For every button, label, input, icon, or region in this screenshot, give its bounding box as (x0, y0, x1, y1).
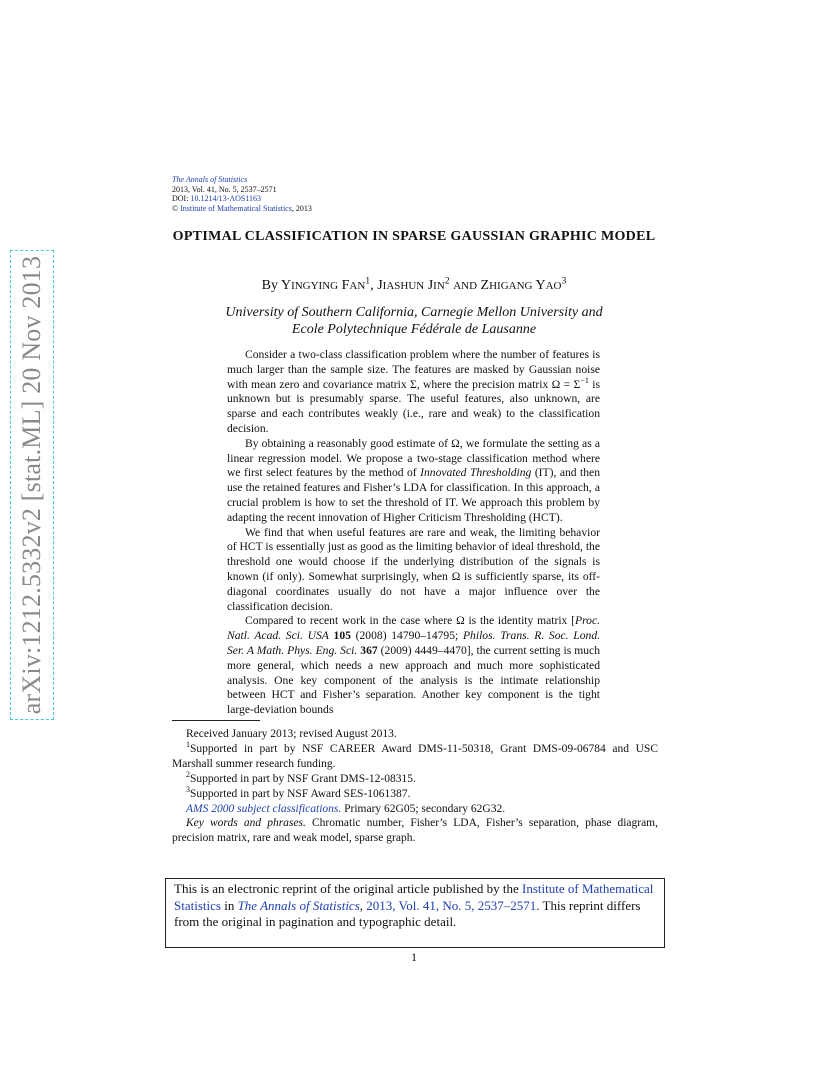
affiliation-line-1: University of Southern California, Carnegie Mellon University and (225, 305, 603, 320)
received-dates: Received January 2013; revised August 2013. (186, 728, 397, 740)
arxiv-stamp (10, 250, 54, 720)
ams-classification: AMS 2000 subject classifications. Primary 62G05; secondary 62G32. (186, 802, 506, 815)
arxiv-identifier: arXiv:1212.5332v2 [stat.ML] 20 Nov 2013 (17, 255, 47, 715)
page-number: 1 (411, 950, 417, 964)
abstract-paragraph-2: By obtaining a reasonably good estimate of Ω, we formulate the setting as a linear regression model. We propose a two-stage classification method where we first select features by the method of Innovated Thresholding (IT), and then use the retained features and Fisher’s LDA for classification. In this approach, a crucial problem is how to set the threshold of IT. We approach this problem by adapting the recent innovation of Higher Criticism Thresholding (HCT). (227, 436, 600, 524)
affiliations (150, 304, 678, 338)
doi-label: DOI: (172, 194, 189, 203)
paper-title: OPTIMAL CLASSIFICATION IN SPARSE GAUSSIAN GRAPHIC MODEL (172, 229, 656, 244)
author-fan: YINGYING FAN$^1$ (280, 275, 371, 293)
ims-reprint-link[interactable]: Institute of Mathematical Statistics (174, 881, 654, 913)
footnote-rule (172, 720, 260, 721)
abstract (227, 348, 600, 718)
annals-link[interactable]: The Annals of Statistics (237, 897, 360, 913)
keywords: Key words and phrases. Chromatic number, Fisher’s LDA, Fisher’s separation, phase diagram, precision matrix, rare and weak model, sparse graph. (172, 817, 658, 845)
affiliation-line-2: Ecole Polytechnique Fédérale de Lausanne (291, 322, 537, 337)
abstract-paragraph-3: We find that when useful features are rare and weak, the limiting behavior of HCT is essentially just as good as the limiting behavior of ideal threshold, the threshold one would choose if the underlying distribution of the signals is known (if only). Somewhat surprisingly, when Ω is sufficiently sparse, its off-diagonal coordinates usually do not have a major influence over the classification decision. (227, 525, 600, 613)
ams-link[interactable]: AMS 2000 subject classifications. (186, 802, 342, 815)
copyright-symbol: © (172, 203, 179, 213)
doi-line (172, 194, 261, 204)
reprint-notice: This is an electronic reprint of the original article published by the Institute of Mathematical Statistics in The Annals of Statistics, 2013, Vol. 41, No. 5, 2537–2571. This reprint differs from the original in pagination and typographic detail. (165, 878, 665, 948)
volume-link[interactable]: 2013, Vol. 41, No. 5, 2537–2571 (366, 897, 537, 913)
footnote-2: $^2$Supported in part by NSF Grant DMS-12-08315. (186, 769, 416, 785)
author-line: By YINGYING FAN$^1$, JIASHUN JIN$^2$ AND ZHIGANG YAO$^3$ (261, 275, 567, 293)
abstract-paragraph-1: Consider a two-class classification problem where the number of features is much larger than the sample size. The features are masked by Gaussian noise with mean zero and covariance matrix Σ, where the precision matrix $\Omega = \Sigma^{-1}$ is unknown but is presumably sparse. The useful features, also unknown, are sparse and each contributes weakly (i.e., rare and weak) to the classification decision. (227, 348, 600, 435)
volume-info: 2013, Vol. 41, No. 5, 2537–2571 (172, 184, 277, 194)
doi-link[interactable]: 10.1214/13-AOS1163 (190, 194, 262, 203)
ims-link[interactable]: Institute of Mathematical Statistics (180, 203, 292, 213)
footnotes (172, 727, 658, 846)
author-yao: ZHIGANG YAO$^3$ (480, 275, 567, 293)
by-label: By (261, 278, 278, 293)
footnote-3: $^3$Supported in part by NSF Award SES-1061387. (186, 784, 411, 800)
journal-name[interactable] (172, 175, 247, 185)
copyright-line (172, 204, 312, 214)
footnote-1: $^1$Supported in part by NSF CAREER Award DMS-11-50318, Grant DMS-09-06784 and USC Marshall summer research funding. (172, 740, 658, 770)
copyright-year: , 2013 (291, 203, 312, 213)
journal-link[interactable]: The Annals of Statistics (172, 175, 248, 184)
and-label: AND (453, 280, 478, 292)
abstract-paragraph-4: Compared to recent work in the case where Ω is the identity matrix [Proc. Natl. Acad. Sci. USA 105 (2008) 14790–14795; Philos. Trans. R. Soc. Lond. Ser. A Math. Phys. Eng. Sci. 367 (2009) 4449–4470], the current setting is much more general, which needs a new approach and much more sophisticated analysis. One key component of the analysis is the intimate relationship between HCT and Fisher’s separation. Another key component is the tight large-deviation bounds (227, 614, 601, 717)
author-jin: JIASHUN JIN$^2$ (377, 275, 450, 293)
